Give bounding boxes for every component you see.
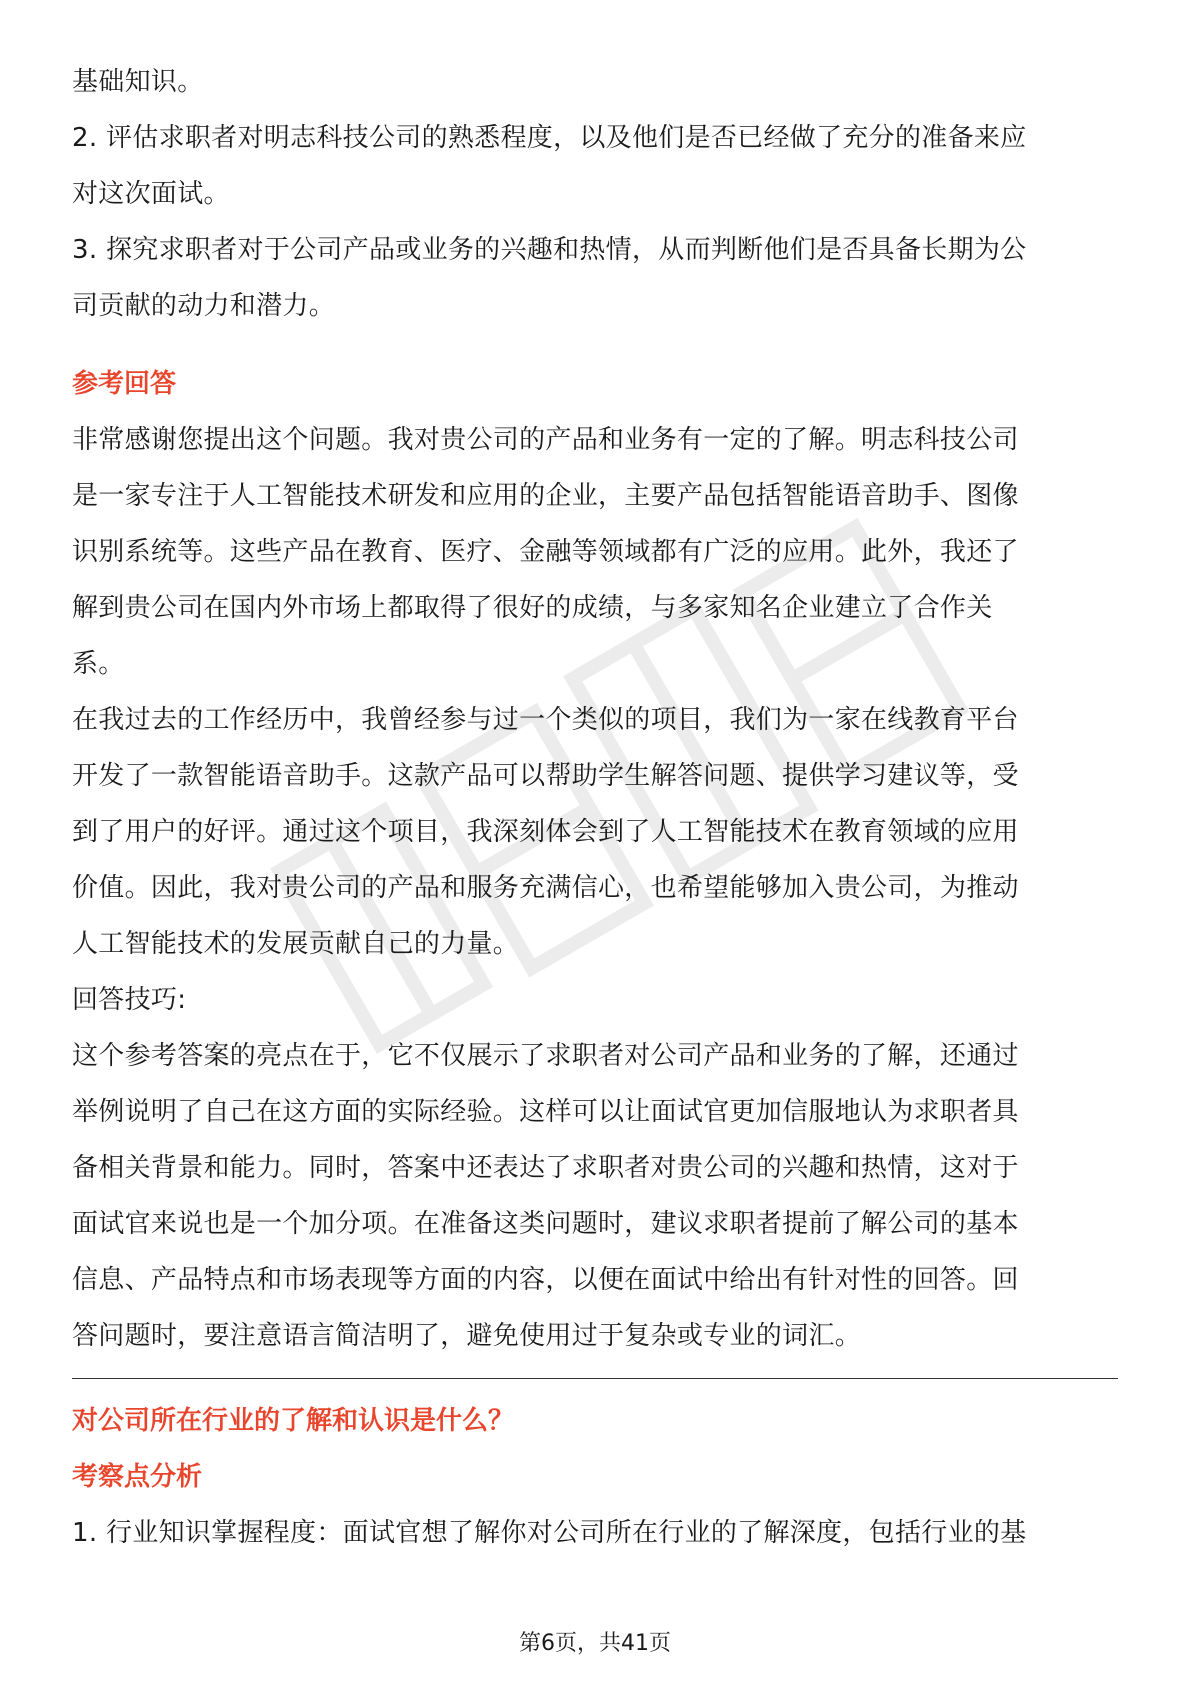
reference-paragraph-2 — [72, 692, 1118, 972]
text-line: 司贡献的动力和潜力。 — [72, 291, 336, 321]
answer-tips-paragraph — [72, 1028, 1118, 1364]
reference-answer-section — [72, 356, 1118, 1364]
text-line: 这个参考答案的亮点在于，它不仅展示了求职者对公司产品和业务的了解，还通过 — [72, 1041, 1019, 1071]
text-line: 开发了一款智能语音助手。这款产品可以帮助学生解答问题、提供学习建议等，受 — [72, 761, 1019, 791]
text-line: 在我过去的工作经历中，我曾经参与过一个类似的项目，我们为一家在线教育平台 — [72, 705, 1019, 735]
text-line: 举例说明了自己在这方面的实际经验。这样可以让面试官更加信服地认为求职者具 — [72, 1097, 1019, 1127]
text-line: 是一家专注于人工智能技术研发和应用的企业，主要产品包括智能语音助手、图像 — [72, 481, 1019, 511]
text-line: 到了用户的好评。通过这个项目，我深刻体会到了人工智能技术在教育领域的应用 — [72, 817, 1019, 847]
text-line: 备相关背景和能力。同时，答案中还表达了求职者对贵公司的兴趣和热情，这对于 — [72, 1153, 1019, 1183]
answer-tips-label: 回答技巧: — [72, 985, 187, 1015]
question-title: 对公司所在行业的了解和认识是什么？ — [72, 1406, 515, 1436]
text-line: 解到贵公司在国内外市场上都取得了很好的成绩，与多家知名企业建立了合作关 — [72, 593, 993, 623]
text-line: 基础知识。 — [72, 67, 204, 97]
document-body — [72, 54, 1118, 1561]
text-line: 识别系统等。这些产品在教育、医疗、金融等领域都有广泛的应用。此外，我还了 — [72, 537, 1019, 567]
text-line: 系。 — [72, 649, 125, 679]
text-line: 信息、产品特点和市场表现等方面的内容，以便在面试中给出有针对性的回答。回 — [72, 1265, 1019, 1295]
text-line: 3. 探究求职者对于公司产品或业务的兴趣和热情，从而判断他们是否具备长期为公 — [72, 235, 1027, 265]
text-line: 2. 评估求职者对明志科技公司的熟悉程度，以及他们是否已经做了充分的准备来应 — [72, 123, 1027, 153]
page-number: 第6页，共41页 — [519, 1631, 671, 1656]
reference-paragraph-1 — [72, 412, 1118, 692]
analysis-heading: 考察点分析 — [72, 1462, 203, 1492]
text-line: 1. 行业知识掌握程度：面试官想了解你对公司所在行业的了解深度，包括行业的基 — [72, 1518, 1027, 1548]
text-line: 非常感谢您提出这个问题。我对贵公司的产品和业务有一定的了解。明志科技公司 — [72, 425, 1019, 455]
text-line: 对这次面试。 — [72, 179, 230, 209]
text-line: 面试官来说也是一个加分项。在准备这类问题时，建议求职者提前了解公司的基本 — [72, 1209, 1019, 1239]
text-line: 人工智能技术的发展贡献自己的力量。 — [72, 929, 520, 959]
text-line: 价值。因此，我对贵公司的产品和服务充满信心，也希望能够加入贵公司，为推动 — [72, 873, 1019, 903]
section-top — [72, 54, 1118, 334]
reference-answer-heading: 参考回答 — [72, 369, 177, 399]
text-line: 答问题时，要注意语言简洁明了，避免使用过于复杂或专业的词汇。 — [72, 1321, 862, 1351]
next-question-section — [72, 1393, 1118, 1561]
